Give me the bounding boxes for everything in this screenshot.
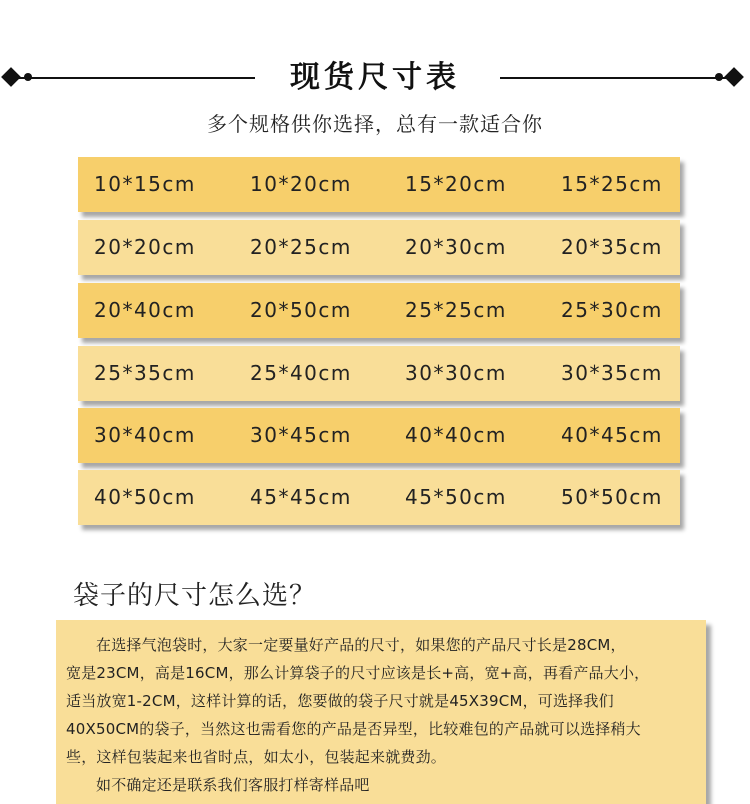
size-cell: 20*25cm <box>250 235 352 259</box>
size-cell: 45*45cm <box>250 485 352 509</box>
size-cell: 40*45cm <box>561 423 663 447</box>
size-cell: 15*25cm <box>561 172 663 196</box>
size-cell: 20*30cm <box>405 235 507 259</box>
size-cell: 10*15cm <box>94 172 196 196</box>
guide-line: 40X50CM的袋子，当然这也需看您的产品是否异型，比较难包的产品就可以选择稍大 <box>66 720 641 738</box>
size-cell: 25*25cm <box>405 298 507 322</box>
size-cell: 50*50cm <box>561 485 663 509</box>
size-cell: 15*20cm <box>405 172 507 196</box>
guide-title: 袋子的尺寸怎么选？ <box>73 581 317 611</box>
guide-line: 在选择气泡袋时，大家一定要量好产品的尺寸，如果您的产品尺寸长是28CM， <box>96 636 626 654</box>
guide-line: 适当放宽1-2CM，这样计算的话，您要做的袋子尺寸就是45X39CM，可选择我们 <box>66 692 614 710</box>
size-cell: 30*45cm <box>250 423 352 447</box>
size-cell: 25*35cm <box>94 361 196 385</box>
size-cell: 25*40cm <box>250 361 352 385</box>
size-cell: 30*40cm <box>94 423 196 447</box>
title-divider-right <box>500 77 730 79</box>
size-cell: 10*20cm <box>250 172 352 196</box>
size-cell: 40*50cm <box>94 485 196 509</box>
size-row <box>78 220 680 275</box>
size-cell: 30*35cm <box>561 361 663 385</box>
size-cell: 20*50cm <box>250 298 352 322</box>
guide-description-box <box>56 620 706 804</box>
size-row <box>78 283 680 338</box>
size-row <box>78 157 680 212</box>
size-cell: 45*50cm <box>405 485 507 509</box>
size-row <box>78 408 680 463</box>
size-cell: 40*40cm <box>405 423 507 447</box>
page-title: 现货尺寸表 <box>290 60 460 95</box>
title-row <box>0 55 750 101</box>
size-row <box>78 470 680 525</box>
guide-line: 如不确定还是联系我们客服打样寄样品吧 <box>96 776 370 794</box>
size-row <box>78 346 680 401</box>
guide-line: 些，这样包装起来也省时点，如太小，包装起来就费劲。 <box>66 748 447 766</box>
guide-line: 宽是23CM，高是16CM，那么计算袋子的尺寸应该是长+高，宽+高，再看产品大小， <box>66 664 650 682</box>
page-subtitle: 多个规格供你选择，总有一款适合你 <box>207 112 543 136</box>
size-cell: 20*20cm <box>94 235 196 259</box>
size-cell: 30*30cm <box>405 361 507 385</box>
size-cell: 20*35cm <box>561 235 663 259</box>
size-cell: 25*30cm <box>561 298 663 322</box>
size-cell: 20*40cm <box>94 298 196 322</box>
dot-ornament-right <box>715 73 723 81</box>
